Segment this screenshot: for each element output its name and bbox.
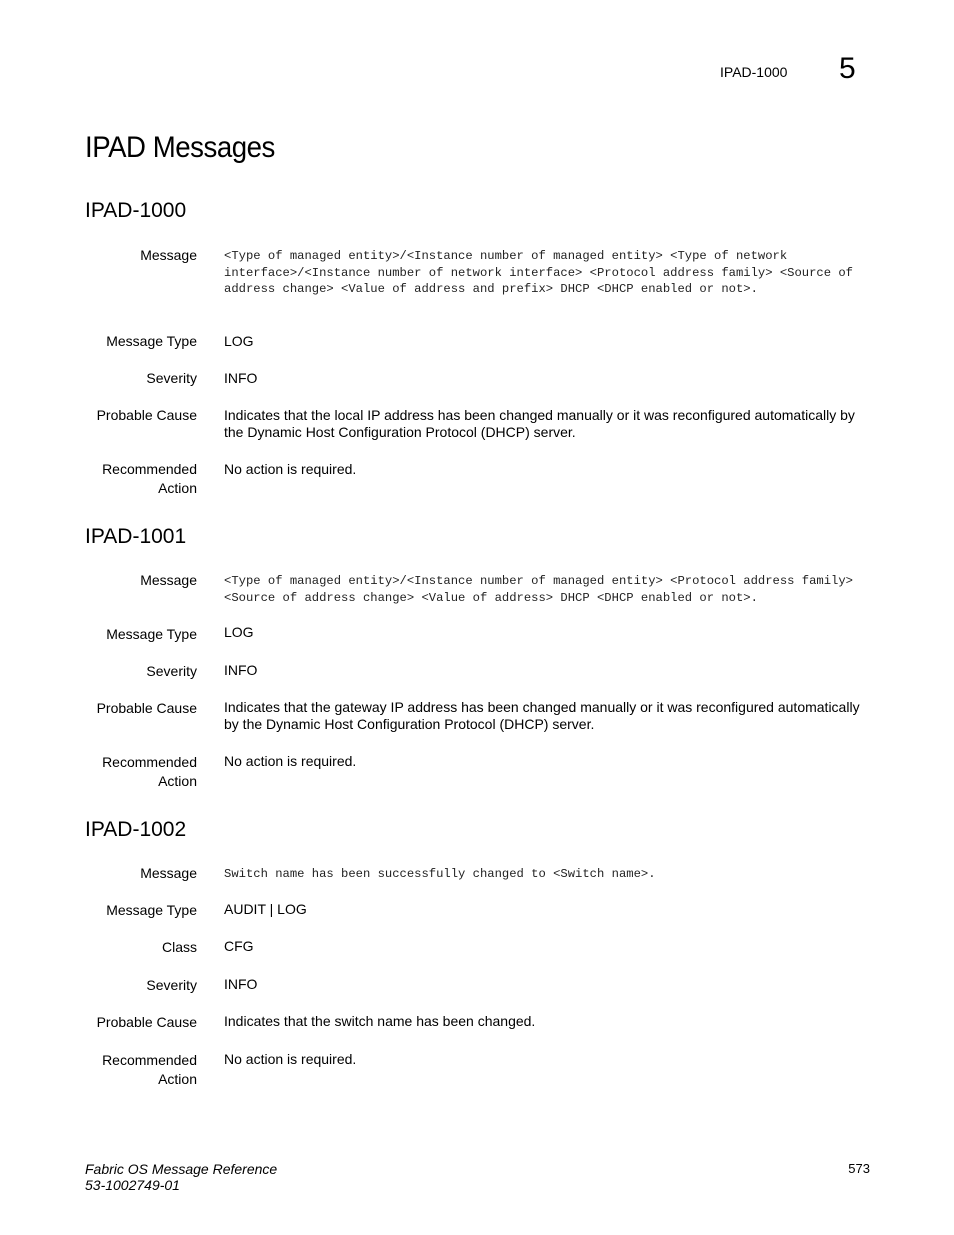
field-value: INFO [224, 370, 258, 386]
field-label: Probable Cause [96, 407, 197, 423]
field-value: No action is required. [224, 753, 357, 769]
field-label: Recommended Action [102, 754, 197, 789]
field-label: Message Type [106, 902, 197, 918]
message-section-ipad-1002 [85, 818, 875, 1087]
field-label: Recommended Action [102, 1052, 197, 1087]
field-label: Class [161, 939, 197, 955]
footer-document-title: Fabric OS Message Reference [85, 1161, 278, 1177]
field-value: INFO [224, 976, 258, 992]
field-label: Severity [146, 663, 197, 679]
running-head: IPAD-1000 [720, 64, 788, 80]
message-section-ipad-1001 [85, 525, 875, 789]
field-value: INFO [224, 662, 258, 678]
footer-document-number: 53-1002749-01 [85, 1177, 180, 1193]
field-value: Indicates that the switch name has been changed. [224, 1013, 536, 1029]
section-heading: IPAD-1002 [85, 818, 187, 841]
chapter-number: 5 [839, 52, 856, 85]
field-label: Message Type [106, 333, 197, 349]
field-value: <Type of managed entity>/<Instance number of managed entity> <Type of network interface>/<Instance number of network interface> <Protocol address family> <Source of address change> <Value of address and prefix> DHCP <DHCP enabled or not>. [224, 249, 853, 296]
field-value: Indicates that the gateway IP address has been changed manually or it was reconfigured automatically by the Dynamic Host Configuration Protocol (DHCP) server. [224, 699, 860, 732]
field-value: CFG [224, 938, 254, 954]
page-title: IPAD Messages [85, 131, 275, 164]
field-label: Probable Cause [96, 1014, 197, 1030]
field-value: AUDIT | LOG [224, 901, 307, 917]
field-label: Severity [146, 370, 197, 386]
field-value: LOG [224, 624, 254, 640]
field-label: Message [140, 865, 197, 881]
field-label: Probable Cause [96, 700, 197, 716]
message-section-ipad-1000 [85, 199, 875, 496]
page-number: 573 [848, 1161, 870, 1176]
field-value: No action is required. [224, 461, 357, 477]
field-label: Message Type [106, 626, 197, 642]
field-value: Indicates that the local IP address has been changed manually or it was reconfigured automatically by the Dynamic Host Configuration Protocol (DHCP) server. [224, 407, 855, 440]
field-label: Message [140, 572, 197, 588]
field-value: <Type of managed entity>/<Instance number of managed entity> <Protocol address family> <Source of address change> <Value of address> DHCP <DHCP enabled or not>. [224, 574, 853, 605]
field-label: Recommended Action [102, 461, 197, 496]
field-value: No action is required. [224, 1051, 357, 1067]
section-heading: IPAD-1001 [85, 525, 187, 548]
field-label: Message [140, 247, 197, 263]
section-heading: IPAD-1000 [85, 199, 187, 222]
field-label: Severity [146, 977, 197, 993]
field-value: LOG [224, 333, 254, 349]
field-value: Switch name has been successfully changed to <Switch name>. [224, 867, 656, 881]
